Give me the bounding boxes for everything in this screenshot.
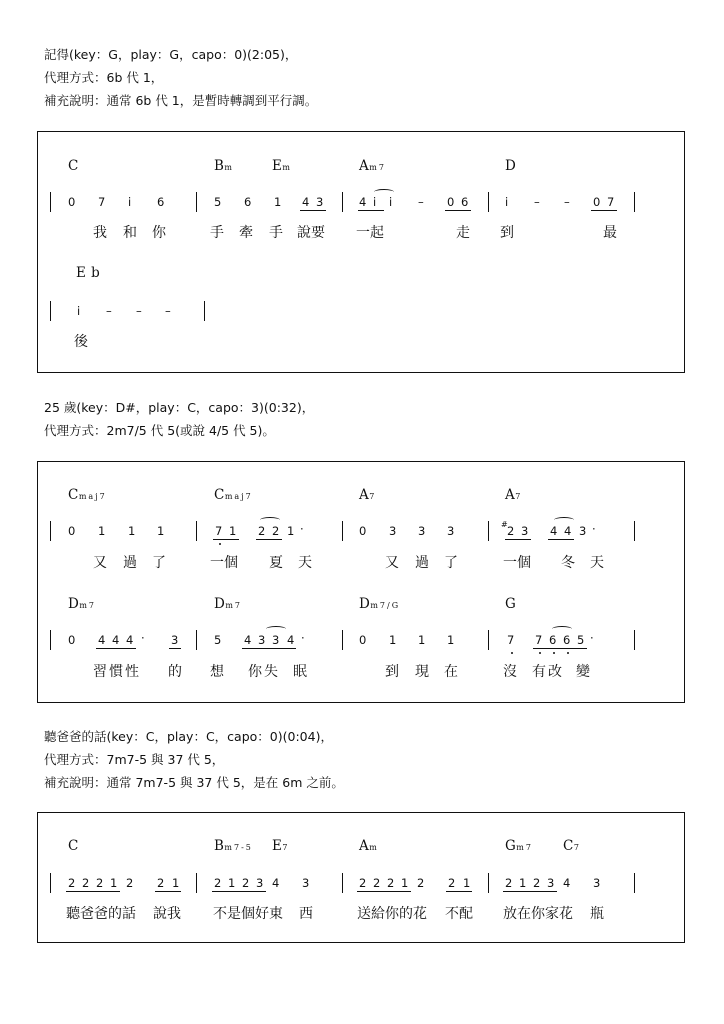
bar-line [196,521,197,541]
lyric: 走 [456,225,470,241]
lyric: 天 [298,555,312,571]
note: 6 [563,633,571,647]
low-octave-dot [539,652,541,654]
note: 1 [463,876,471,890]
lyric: 在 [444,664,458,680]
chord-label: E7 [272,838,290,854]
lyric: 夏 [269,555,283,571]
beam [242,648,296,649]
lyric: 過 [415,555,429,571]
note-dot: · [592,522,596,536]
note: 1 [418,633,426,647]
note: 2 [157,876,165,890]
chord-label: D [505,158,517,174]
lyric: 送給你的花 [357,906,427,922]
note: 2 [505,876,513,890]
note: 2 [448,876,456,890]
chord-label: Bm [214,158,235,174]
lyric: 想 [210,664,224,680]
tie [260,517,280,523]
lyric: 的 [168,664,182,680]
note: 1 [172,876,180,890]
lyric: 聽爸爸的話 [66,906,136,922]
low-octave-dot [567,652,569,654]
chord-label: Cmaj7 [68,487,107,503]
note: 4 [272,876,280,890]
substitution-method: 代理方式：2m7/5 代 5(或說 4/5 代 5)。 [44,423,275,438]
lyric: 了 [152,555,166,571]
beam [169,648,181,649]
tie [266,626,286,632]
note: 2 [373,876,381,890]
tie [374,189,394,195]
bar-line [342,873,343,893]
lyric: 說要 [297,225,325,241]
lyric: 牽 [239,225,253,241]
note: 2 [272,524,280,538]
note: 3 [579,524,587,538]
note: 3 [302,876,310,890]
beam [155,891,181,892]
bar-line [342,630,343,650]
beam [505,539,531,540]
bar-line [634,630,635,650]
additional-note: 補充說明：通常 7m7-5 與 37 代 5，是在 6m 之前。 [44,775,344,790]
note: – [564,195,570,209]
lyric: 後 [74,334,88,350]
note: 2 [387,876,395,890]
lyric: 手 [210,225,224,241]
beam [445,210,471,211]
bar-line [196,873,197,893]
note: 4 [359,195,367,209]
note: 2 [417,876,425,890]
chord-label: Dm7 [214,596,243,612]
note: 7 [507,633,515,647]
bar-line [488,521,489,541]
note: 3 [316,195,324,209]
note: 1 [128,524,136,538]
note: 1 [389,633,397,647]
beam [533,648,587,649]
lyric: 我 [93,225,107,241]
note: 3 [256,876,264,890]
note: 1 [447,633,455,647]
chord-label: C7 [563,838,581,854]
note: 6 [549,633,557,647]
note: 6 [244,195,252,209]
bar-line [50,521,51,541]
beam [503,891,557,892]
note: 4 [287,633,295,647]
note: – [534,195,540,209]
chord-label: A7 [359,487,377,503]
note: i [505,195,509,209]
note: 0 [593,195,601,209]
beam [256,539,282,540]
note: 7 [98,195,106,209]
bar-line [634,192,635,212]
beam [358,210,384,211]
note: 1 [110,876,118,890]
note: 1 [519,876,527,890]
lyric: 天 [590,555,604,571]
chord-label: Dm7/G [359,596,401,612]
chord-label: Cmaj7 [214,487,253,503]
lyric: 一起 [356,225,384,241]
lyric: 放在你家花 [503,906,573,922]
lyric: 又 [93,555,107,571]
chord-label: Em [272,158,292,174]
bar-line [50,630,51,650]
note: 2 [507,524,515,538]
beam [357,891,411,892]
beam [66,891,120,892]
chord-label: Gm7 [505,838,533,854]
note: i [389,195,393,209]
beam [591,210,617,211]
note: i [77,304,81,318]
note: 5 [214,633,222,647]
note: 2 [258,524,266,538]
note: 4 [550,524,558,538]
note: i [128,195,132,209]
note: 5 [577,633,585,647]
note: 3 [447,524,455,538]
note: 0 [68,195,76,209]
lyric: 不配 [445,906,473,922]
note: 7 [215,524,223,538]
song-info-3 [44,725,344,794]
note: 7 [607,195,615,209]
lyric: 眠 [293,664,307,680]
note: 5 [214,195,222,209]
note: 3 [272,633,280,647]
note: 2 [68,876,76,890]
bar-line [488,873,489,893]
song-info-2 [44,396,314,442]
note: 2 [242,876,250,890]
lyric: 不是個好東 [213,906,283,922]
beam [213,539,239,540]
lyric: 了 [444,555,458,571]
lyric: 你失 [248,664,280,680]
note: 1 [287,524,295,538]
lyric: 最 [603,225,617,241]
bar-line [50,301,51,321]
note: 0 [359,524,367,538]
chord-label: Bm7-5 [214,838,253,854]
bar-line [50,192,51,212]
bar-line [196,630,197,650]
note: – [106,304,112,318]
note: 0 [359,633,367,647]
tie [554,517,574,523]
note: 2 [126,876,134,890]
note: 1 [157,524,165,538]
tie [552,626,572,632]
note: 1 [228,876,236,890]
note: – [165,304,171,318]
lyric: 習慣性 [93,664,141,680]
bar-line [204,301,205,321]
beam [300,210,326,211]
note-dot: · [300,522,304,536]
beam [548,539,574,540]
note: 1 [229,524,237,538]
lyric: 瓶 [590,906,604,922]
song-title: 記得(key：G，play：G，capo：0)(2:05)， [44,47,298,62]
substitution-method: 代理方式：7m7-5 與 37 代 5， [44,752,225,767]
note: – [136,304,142,318]
note: 3 [418,524,426,538]
note: 7 [535,633,543,647]
chord-label: C [68,158,79,174]
lyric: 變 [576,664,590,680]
note: 4 [563,876,571,890]
note: 1 [274,195,282,209]
beam [446,891,472,892]
note: 0 [68,633,76,647]
chord-label: G [505,596,517,612]
note: 2 [533,876,541,890]
chord-label: Am7 [359,158,386,174]
low-octave-dot [511,652,513,654]
note: 3 [547,876,555,890]
sharp-sign: # [501,520,508,529]
chord-label: Am [359,838,379,854]
note: 4 [302,195,310,209]
chord-label: A7 [505,487,523,503]
note: i [373,195,377,209]
note: 2 [82,876,90,890]
substitution-method: 代理方式：6b 代 1， [44,70,164,85]
chord-label: C [68,838,79,854]
note: 4 [244,633,252,647]
bar-line [342,192,343,212]
note: 3 [593,876,601,890]
lyric: 一個 [210,555,238,571]
note: 0 [68,524,76,538]
additional-note: 補充說明：通常 6b 代 1，是暫時轉調到平行調。 [44,93,318,108]
chord-label: E b [76,265,101,281]
note: – [418,195,424,209]
chord-label: Dm7 [68,596,97,612]
lyric: 說我 [153,906,181,922]
bar-line [488,192,489,212]
lyric: 現 [415,664,429,680]
beam [212,891,266,892]
score-box-2 [37,461,685,703]
note-dot: · [301,631,305,645]
low-octave-dot [553,652,555,654]
bar-line [488,630,489,650]
lyric: 到 [385,664,399,680]
note: 4 [126,633,134,647]
note-dot: · [590,631,594,645]
song-info-1 [44,43,317,112]
note: 3 [258,633,266,647]
note: 1 [98,524,106,538]
note: 3 [389,524,397,538]
lyric: 一個 [503,555,531,571]
lyric: 冬 [561,555,575,571]
lyric: 又 [385,555,399,571]
lyric: 西 [299,906,313,922]
score-box-1 [37,131,685,373]
note: 3 [521,524,529,538]
note: 0 [447,195,455,209]
bar-line [634,521,635,541]
note: 1 [401,876,409,890]
note: 4 [98,633,106,647]
beam [96,648,136,649]
lyric: 到 [500,225,514,241]
song-title: 聽爸爸的話(key：C，play：C，capo：0)(0:04)， [44,729,333,744]
bar-line [50,873,51,893]
bar-line [634,873,635,893]
song-title: 25 歲(key：D#，play：C，capo：3)(0:32)， [44,400,315,415]
score-box-3 [37,812,685,943]
note: 4 [112,633,120,647]
note-dot: · [141,631,145,645]
bar-line [342,521,343,541]
note: 6 [157,195,165,209]
note: 3 [171,633,179,647]
bar-line [196,192,197,212]
low-octave-dot [219,543,221,545]
lyric: 你 [152,225,166,241]
lyric: 沒 [503,664,517,680]
note: 2 [214,876,222,890]
note: 4 [564,524,572,538]
lyric: 手 [269,225,283,241]
lyric: 和 [123,225,137,241]
note: 6 [461,195,469,209]
note: 2 [96,876,104,890]
lyric: 過 [123,555,137,571]
lyric: 有改 [532,664,564,680]
note: 2 [359,876,367,890]
